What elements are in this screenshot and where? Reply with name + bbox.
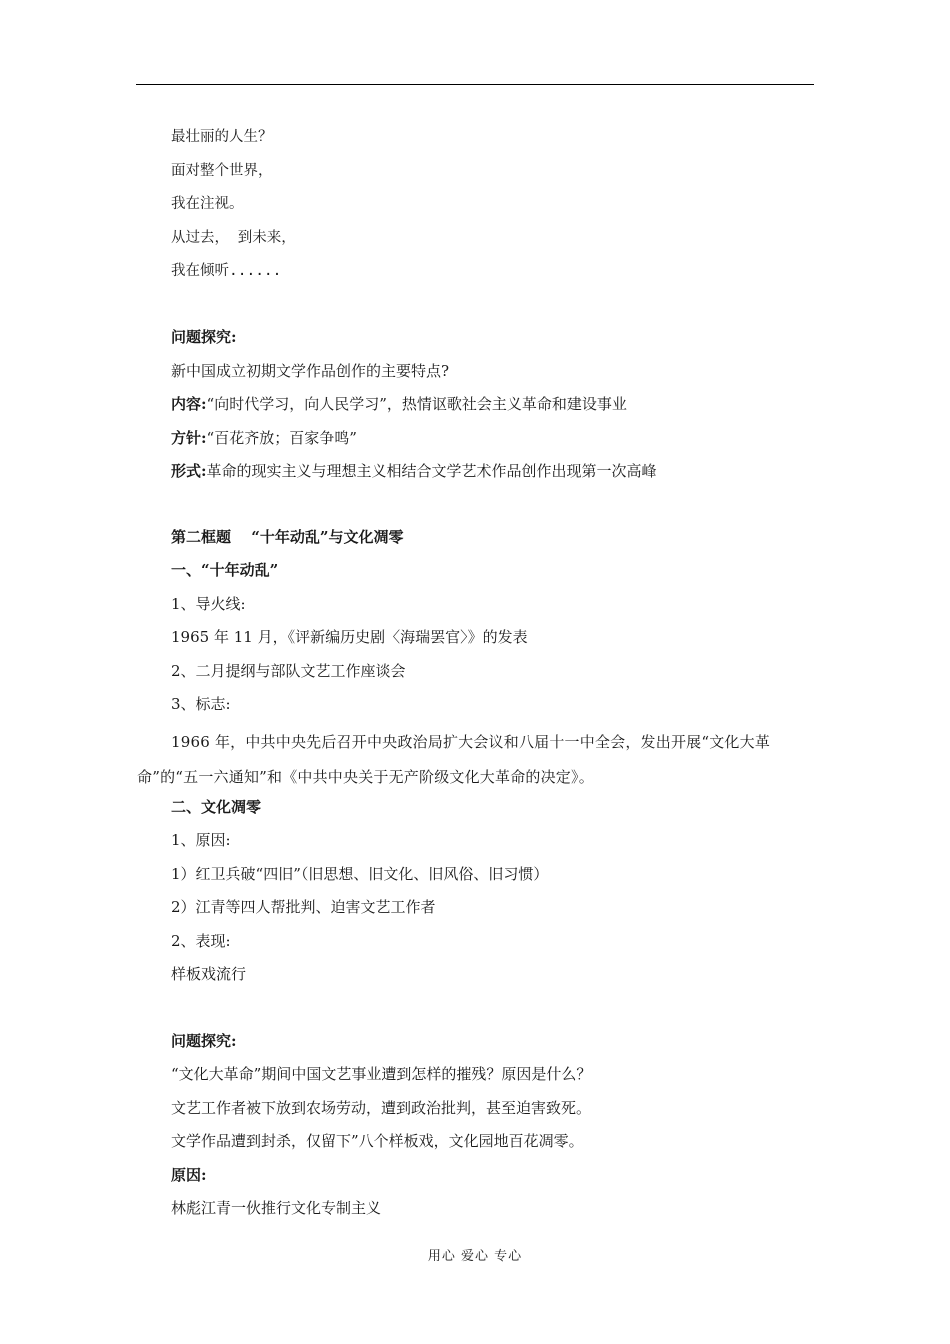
lesson-title: 第二框题 “十年动乱”与文化凋零 (171, 528, 404, 546)
form-text: 革命的现实主义与理想主义相结合文学艺术作品创作出现第一次高峰 (206, 462, 657, 480)
part-heading: 一、“十年动乱” (171, 561, 279, 579)
list-item: 1965 年 11 月，《评新编历史剧〈海瑞罢官〉》的发表 (171, 628, 528, 646)
list-item: 1）红卫兵破“四旧”（旧思想、旧文化、旧风俗、旧习惯） (171, 865, 549, 883)
list-item: 3、标志: (171, 695, 231, 713)
policy-line (171, 428, 357, 448)
section-heading: 问题探究: (171, 1032, 237, 1050)
list-item: 样板戏流行 (171, 965, 247, 983)
answer-text: 文学作品遭到封杀，仅留下”八个样板戏，文化园地百花凋零。 (171, 1132, 584, 1150)
section-heading: 问题探究: (171, 328, 237, 346)
list-item: 2）江青等四人帮批判、迫害文艺工作者 (171, 898, 436, 916)
question-text: “文化大革命”期间中国文艺事业遭到怎样的摧残？原因是什么？ (171, 1065, 592, 1083)
poem-line: 最壮丽的人生？ (171, 129, 273, 145)
list-item: 2、二月提纲与部队文艺工作座谈会 (171, 662, 406, 680)
content-label: 内容: (171, 395, 207, 413)
content-text: “向时代学习，向人民学习”，热情讴歌社会主义革命和建设事业 (206, 395, 627, 413)
list-item: 1、原因: (171, 831, 231, 849)
poem-line: 从过去， 到未来， (171, 230, 296, 246)
reason-label: 原因: (171, 1166, 207, 1184)
list-item: 2、表现: (171, 932, 231, 950)
page-footer: 用心 爱心 专心 (427, 1249, 523, 1264)
poem-line: 我在倾听...... (171, 263, 282, 279)
policy-label: 方针: (171, 429, 207, 447)
list-item: 1、导火线: (171, 595, 246, 613)
part-heading: 二、文化凋零 (171, 798, 262, 816)
poem-line: 面对整个世界， (171, 163, 273, 179)
header-rule (136, 84, 814, 85)
answer-text: 文艺工作者被下放到农场劳动，遭到政治批判，甚至迫害致死。 (171, 1099, 592, 1117)
question-text: 新中国成立初期文学作品创作的主要特点? (171, 362, 450, 380)
form-line (171, 461, 657, 481)
poem-line: 我在注视。 (171, 196, 244, 212)
form-label: 形式: (171, 462, 207, 480)
mark-paragraph: 1966 年，中共中央先后召开中央政治局扩大会议和八届十一中全会，发出开展“文化大革命”的“五一六通知”和《中共中央关于无产阶级文化大革命的决定》。 (137, 733, 771, 786)
policy-text: “百花齐放；百家争鸣” (206, 429, 357, 447)
reason-text: 林彪江青一伙推行文化专制主义 (171, 1199, 382, 1217)
content-line (171, 394, 627, 414)
